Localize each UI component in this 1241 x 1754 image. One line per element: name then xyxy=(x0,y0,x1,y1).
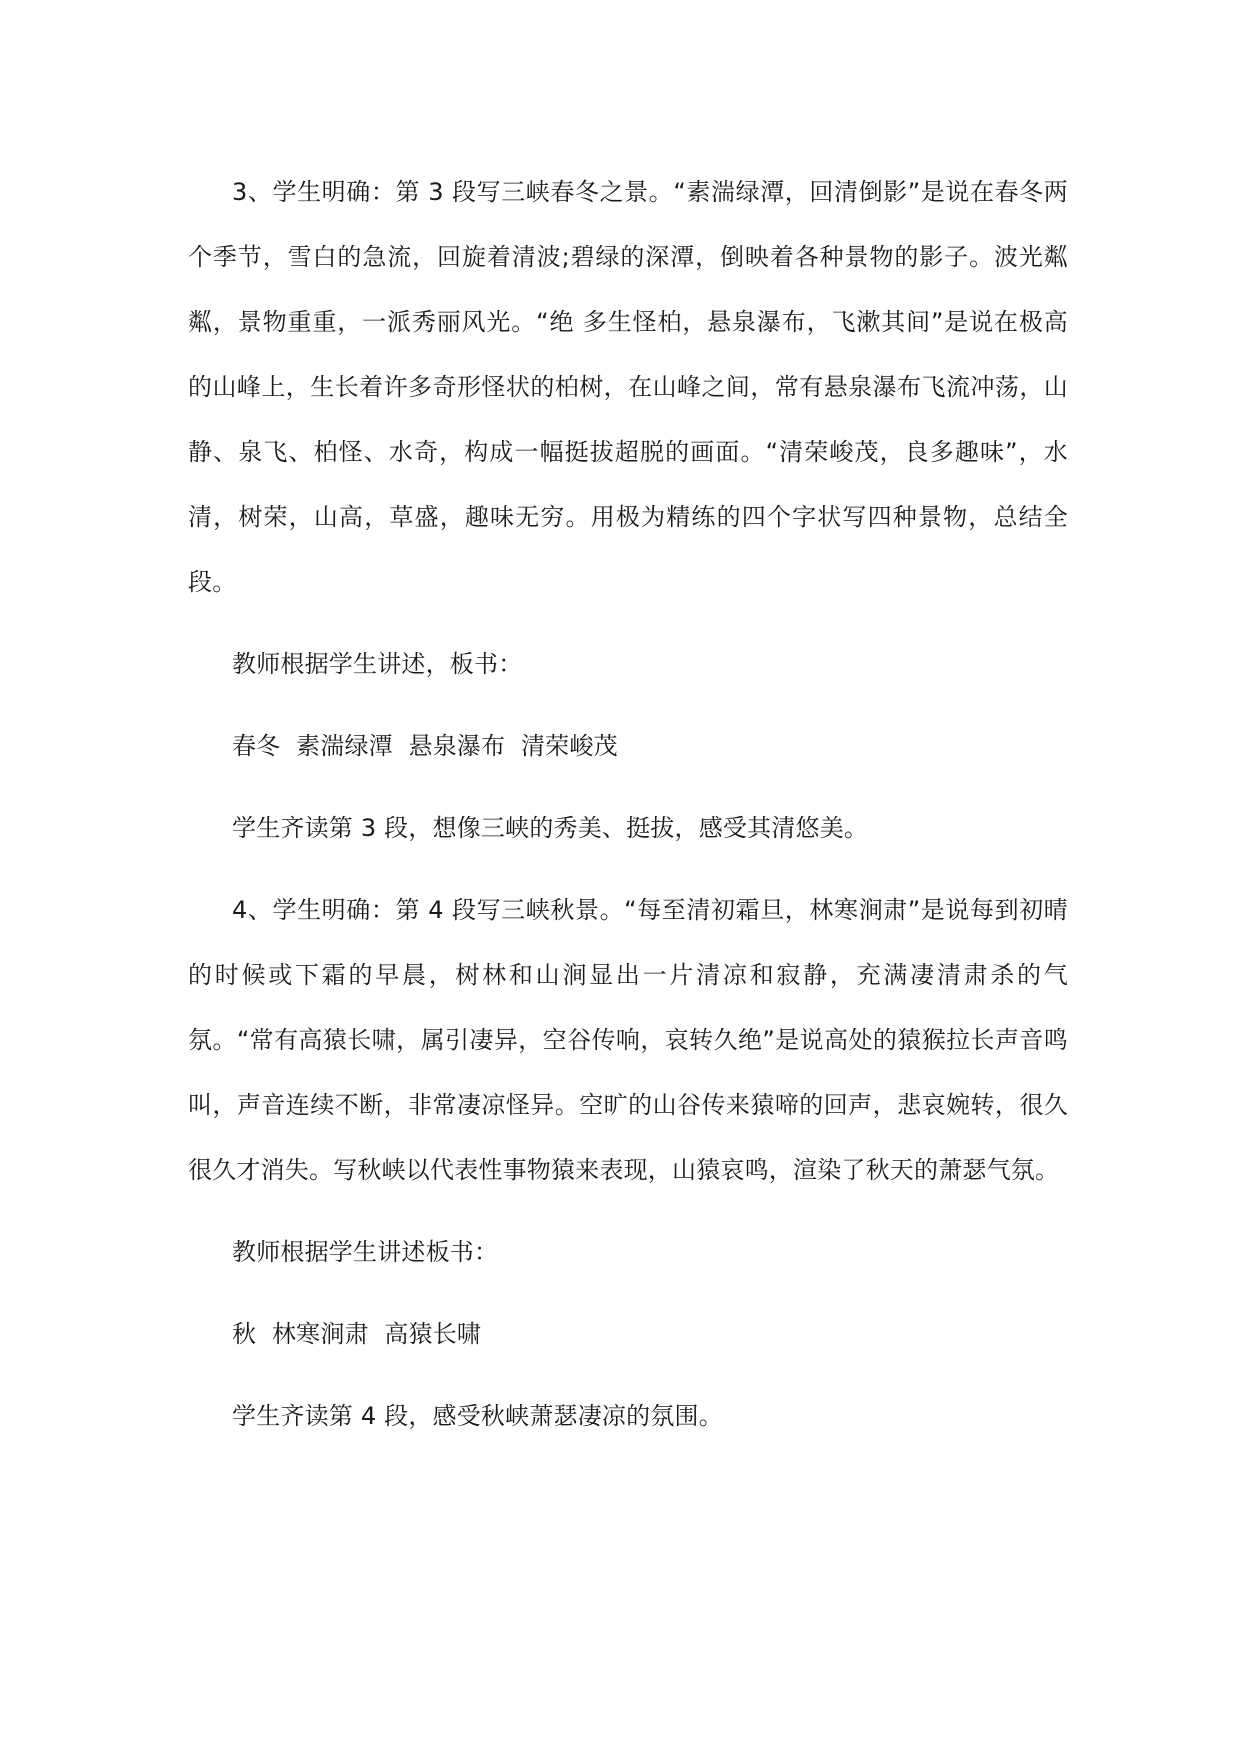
paragraph-gap xyxy=(188,861,1068,878)
paragraph-gap xyxy=(188,615,1068,632)
paragraph-read-section-4: 学生齐读第 4 段，感受秋峡萧瑟凄凉的氛围。 xyxy=(232,1402,723,1430)
paragraph-teacher-board-note-2: 教师根据学生讲述板书： xyxy=(232,1238,499,1266)
paragraph-gap xyxy=(188,1367,1068,1384)
paragraph-gap xyxy=(188,1203,1068,1220)
paragraph-spring-winter-analysis: 3、学生明确：第 3 段写三峡春冬之景。“素湍绿潭，回清倒影”是说在春冬两个季节，雪白的急流，回旋着清波;碧绿的深潭，倒映着各种景物的影子。波光粼粼，景物重重，一派秀丽风光。“绝 多生怪柏，悬泉瀑布，飞漱其间”是说在极高的山峰上，生长着许多奇形怪状的柏树，在山峰之间，常有悬泉瀑布飞流冲荡，山静、泉飞、柏怪、水奇，构成一幅挺拔超脱的画面。“清荣峻茂，良多趣味”，水清，树荣，山高，草盛，趣味无穷。用极为精练的四个字状写四种景物，总结全段。 xyxy=(188,178,1068,596)
document-body xyxy=(188,160,1068,1449)
paragraph-gap xyxy=(188,779,1068,796)
paragraph-read-section-3: 学生齐读第 3 段，想像三峡的秀美、挺拔，感受其清悠美。 xyxy=(232,814,869,842)
paragraph-teacher-board-note-1: 教师根据学生讲述，板书： xyxy=(232,650,523,678)
paragraph-board-spring-winter: 春冬 素湍绿潭 悬泉瀑布 清荣峻茂 xyxy=(232,732,618,760)
paragraph-gap xyxy=(188,1285,1068,1302)
paragraph-autumn-analysis: 4、学生明确：第 4 段写三峡秋景。“每至清初霜旦，林寒涧肃”是说每到初晴的时候或下霜的早晨，树林和山涧显出一片清凉和寂静，充满凄清肃杀的气氛。“常有高猿长啸，属引凄异，空谷传响，哀转久绝”是说高处的猿猴拉长声音鸣叫，声音连续不断，非常凄凉怪异。空旷的山谷传来猿啼的回声，悲哀婉转，很久很久才消失。写秋峡以代表性事物猿来表现，山猿哀鸣，渲染了秋天的萧瑟气氛。 xyxy=(188,896,1068,1184)
paragraph-gap xyxy=(188,697,1068,714)
paragraph-board-autumn: 秋 林寒涧肃 高猿长啸 xyxy=(232,1320,482,1348)
